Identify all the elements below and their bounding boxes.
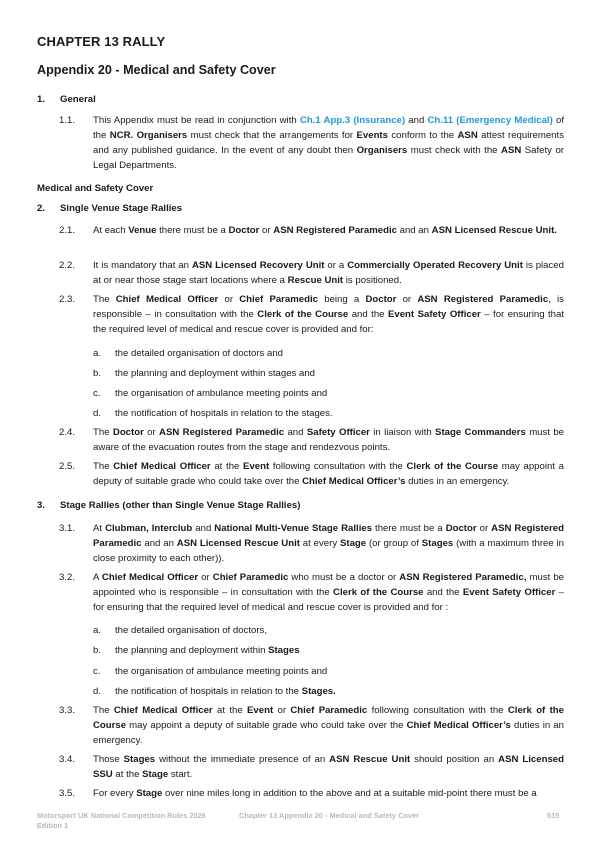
- clause-number: 2.4.: [59, 427, 76, 438]
- list-item: c. the organisation of ambulance meeting points and: [93, 388, 328, 399]
- clause-text: At Clubman, Interclub and National Multi-Venue Stage Rallies there must be a Doctor or ASN Registered Paramedic and an ASN Licensed Rescue Unit at every Stage (or group of Stages (with a maximum three in close proximity to each other)).: [93, 523, 564, 564]
- clause-text: The Doctor or ASN Registered Paramedic and Safety Officer in liaison with Stage Commanders must be aware of the evacuation routes from the stage and rendezvous points.: [93, 427, 565, 453]
- section-1-heading: [37, 94, 96, 105]
- clause-2-3: [59, 292, 564, 337]
- clause-number: 3.3.: [59, 705, 76, 716]
- section-title: General: [60, 94, 96, 105]
- clause-3-4: [59, 752, 564, 782]
- footer-edition: Edition 1: [37, 821, 69, 830]
- clause-text: At each Venue there must be a Doctor or ASN Registered Paramedic and an ASN Licensed Rescue Unit.: [93, 225, 557, 236]
- section-number: 1.: [37, 94, 46, 105]
- clause-number: 3.5.: [59, 788, 76, 799]
- clause-2-5: [59, 459, 564, 489]
- clause-number: 2.2.: [59, 260, 76, 271]
- emergency-medical-link[interactable]: Ch.11 (Emergency Medical): [427, 115, 553, 126]
- list-item: a. the detailed organisation of doctors,: [93, 625, 268, 636]
- clause-text: It is mandatory that an ASN Licensed Recovery Unit or a Commercially Operated Recovery Unit is placed at or near those stage start locations where a Rescue Unit is positioned.: [93, 260, 564, 286]
- clause-2-1: [59, 223, 564, 238]
- section-3-heading: [37, 500, 300, 511]
- clause-3-2: [59, 570, 564, 615]
- section-title: Stage Rallies (other than Single Venue Stage Rallies): [60, 500, 301, 511]
- clause-1-1: [59, 113, 564, 173]
- section-title: Single Venue Stage Rallies: [60, 203, 183, 214]
- footer-chapter: Chapter 13 Appendix 20 - Medical and Safety Cover: [239, 811, 420, 820]
- clause-3-5: [59, 786, 564, 801]
- section-2-heading: [37, 203, 182, 214]
- clause-number: 2.1.: [59, 225, 76, 236]
- section-number: 3.: [37, 500, 46, 511]
- clause-text: The Chief Medical Officer at the Event or Chief Paramedic following consultation with the Clerk of the Course may appoint a deputy of suitable grade who could take over the Chief Medical Officer’s duties in an emergency.: [93, 705, 564, 746]
- clause-number: 2.3.: [59, 294, 76, 305]
- section-number: 2.: [37, 203, 46, 214]
- clause-text: This Appendix must be read in conjunction with Ch.1 App.3 (Insurance) and Ch.11 (Emergency Medical) of the NCR. Organisers must check that the arrangements for Events conform to the ASN attest requirements and any published guidance. In the event of any doubt then Organisers must check with the ASN Safety or Legal Departments.: [93, 115, 565, 171]
- medical-safety-heading: Medical and Safety Cover: [37, 183, 154, 194]
- clause-number: 3.1.: [59, 523, 76, 534]
- clause-text: The Chief Medical Officer or Chief Paramedic being a Doctor or ASN Registered Paramedic, is responsible – in consultation with the Clerk of the Course and the Event Safety Officer – for ensuring that the required level of medical and rescue cover is provided and for:: [93, 294, 564, 335]
- appendix-title: Appendix 20 - Medical and Safety Cover: [37, 63, 276, 77]
- clause-3-1: [59, 521, 564, 566]
- clause-text: For every Stage over nine miles long in addition to the above and at a suitable mid-point there must be a: [93, 788, 537, 799]
- list-item: b. the planning and deployment within Stages: [93, 645, 300, 656]
- chapter-title: CHAPTER 13 RALLY: [37, 34, 166, 49]
- clause-number: 2.5.: [59, 461, 76, 472]
- footer-publication: [37, 811, 206, 831]
- clause-number: 1.1.: [59, 115, 76, 126]
- insurance-link[interactable]: Ch.1 App.3 (Insurance): [299, 115, 406, 126]
- list-item: d. the notification of hospitals in relation to the Stages.: [93, 686, 336, 697]
- clause-3-3: [59, 703, 564, 748]
- clause-number: 3.4.: [59, 754, 76, 765]
- footer-page-number: 515: [547, 811, 560, 820]
- list-item: b. the planning and deployment within stages and: [93, 368, 316, 379]
- clause-number: 3.2.: [59, 572, 76, 583]
- list-item: a. the detailed organisation of doctors and: [93, 348, 284, 359]
- clause-text: The Chief Medical Officer at the Event following consultation with the Clerk of the Course may appoint a deputy of suitable grade who could take over the Chief Medical Officer’s duties in an emergency.: [93, 461, 564, 487]
- clause-text: A Chief Medical Officer or Chief Paramedic who must be a doctor or ASN Registered Paramedic, must be appointed who is responsible – in consultation with the Clerk of the Course and the Event Safety Officer – for ensuring that the required level of medical and rescue cover is provided and for :: [93, 572, 564, 613]
- clause-2-2: [59, 258, 564, 288]
- list-item: c. the organisation of ambulance meeting points and: [93, 666, 328, 677]
- footer-rules-title: Motorsport UK National Competition Rules 2026: [37, 811, 206, 820]
- clause-2-4: [59, 425, 564, 455]
- clause-text: Those Stages without the immediate presence of an ASN Rescue Unit should position an ASN Licensed SSU at the Stage start.: [93, 754, 564, 780]
- list-item: d. the notification of hospitals in relation to the stages.: [93, 408, 333, 419]
